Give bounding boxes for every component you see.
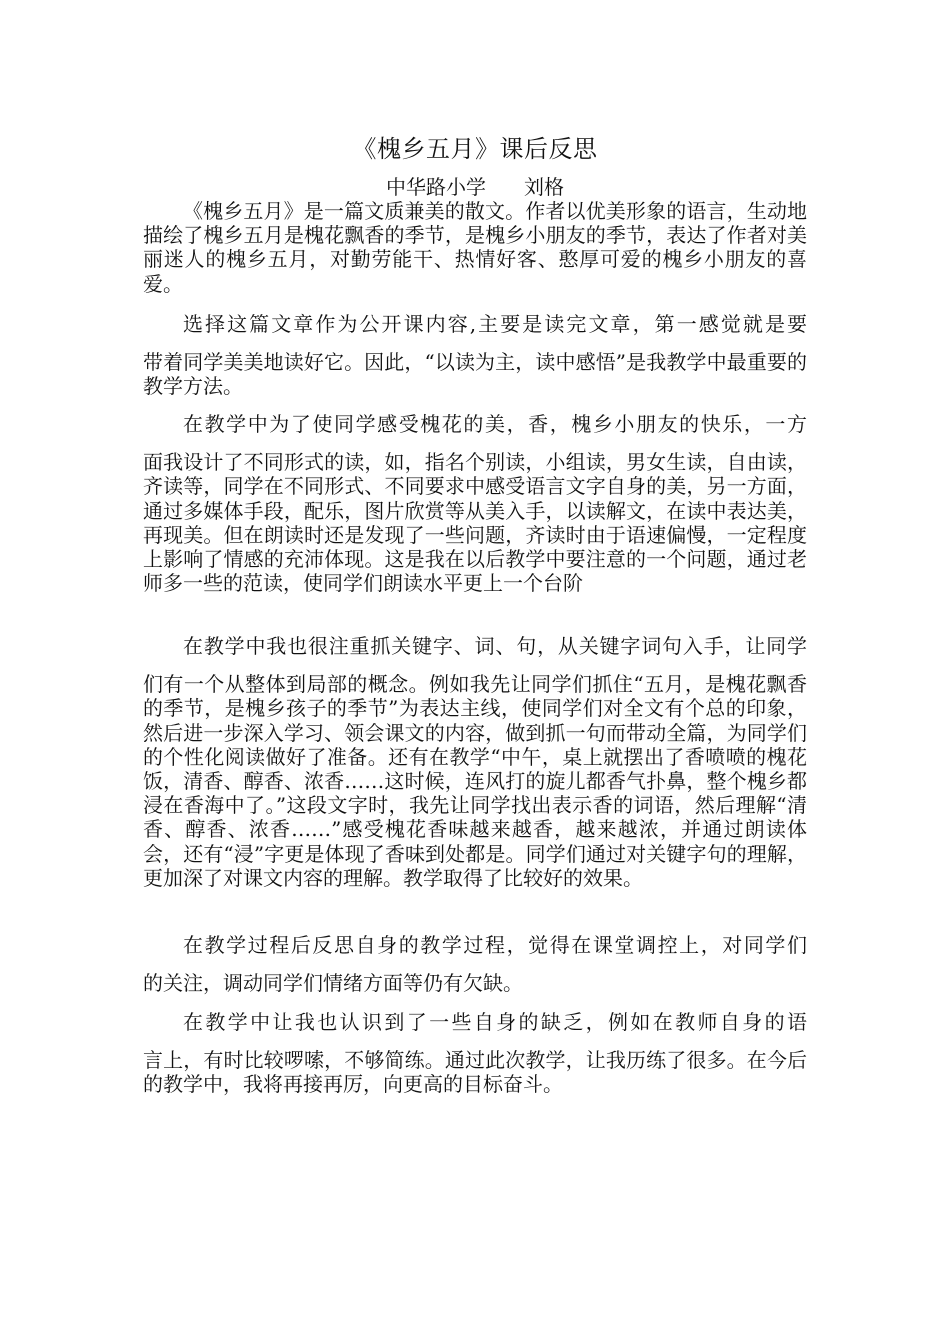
paragraph-text: 们有一个从整体到局部的概念。例如我先让同学们抓住“五月，是槐花飘香的季节，是槐乡孩子的季节”为表达主线，使同学们对全文有个总的印象，然后进一步深入学习、领会课文的内容，做到抓一句而带动全篇，为同学们的个性化阅读做好了准备。还有在教学“中午，桌上就摆出了香喷喷的槐花饭，清香、醇香、浓香……这时候，连风打的旋儿都香气扑鼻，整个槐乡都浸在香海中了。”这段文字时，我先让同学找出表示香的词语，然后理解“清香、醇香、浓香……”感受槐花香味越来越香，越来越浓，并通过朗读体会，还有“浸”字更是体现了香味到处都是。同学们通过对关键字句的理解，更加深了对课文内容的理解。教学取得了比较好的效果。 bbox=[143, 672, 807, 890]
paragraph-1 bbox=[143, 199, 807, 296]
paragraph-5 bbox=[143, 933, 807, 995]
paragraph-4 bbox=[143, 634, 807, 890]
paragraph-6 bbox=[143, 1010, 807, 1097]
paragraph-text: 面我设计了不同形式的读，如，指名个别读，小组读，男女生读，自由读，齐读等，同学在不同形式、不同要求中感受语言文字自身的美，另一方面，通过多媒体手段，配乐，图片欣赏等从美入手，以读解文，在读中表达美，再现美。但在朗读时还是发现了一些问题，齐读时由于语速偏慢，一定程度上影响了情感的充沛体现。这是我在以后教学中要注意的一个问题，通过老师多一些的范读，使同学们朗读水平更上一个台阶 bbox=[143, 450, 807, 596]
author-name: 刘格 bbox=[524, 175, 564, 199]
school-name: 中华路小学 bbox=[386, 175, 486, 199]
paragraph-first-line: 在教学中为了使同学感受槐花的美，香，槐乡小朋友的快乐，一方 bbox=[183, 412, 807, 436]
paragraph-first-line: 在教学中我也很注重抓关键字、词、句，从关键字词句入手，让同学 bbox=[183, 634, 807, 658]
paragraph-text: 《槐乡五月》是一篇文质兼美的散文。作者以优美形象的语言，生动地描绘了槐乡五月是槐花飘香的季节，是槐乡小朋友的季节，表达了作者对美丽迷人的槐乡五月，对勤劳能干、热情好客、憨厚可爱的槐乡小朋友的喜爱。 bbox=[143, 199, 807, 296]
paragraph-text: 的关注，调动同学们情绪方面等仍有欠缺。 bbox=[143, 971, 523, 996]
paragraph-2 bbox=[143, 312, 807, 399]
paragraph-first-line: 在教学中让我也认识到了一些自身的缺乏，例如在教师自身的语 bbox=[183, 1010, 807, 1034]
byline bbox=[0, 174, 950, 200]
paragraph-text: 言上，有时比较啰嗦，不够简练。通过此次教学，让我历练了很多。在今后的教学中，我将再接再厉，向更高的目标奋斗。 bbox=[143, 1048, 807, 1097]
paragraph-text: 带着同学美美地读好它。因此，“以读为主，读中感悟”是我教学中最重要的教学方法。 bbox=[143, 350, 807, 399]
paragraph-3 bbox=[143, 412, 807, 595]
paragraph-first-line: 选择这篇文章作为公开课内容,主要是读完文章，第一感觉就是要 bbox=[183, 312, 807, 336]
paragraph-first-line: 在教学过程后反思自身的教学过程，觉得在课堂调控上，对同学们 bbox=[183, 933, 807, 957]
page-title: 《槐乡五月》课后反思 bbox=[352, 135, 598, 163]
